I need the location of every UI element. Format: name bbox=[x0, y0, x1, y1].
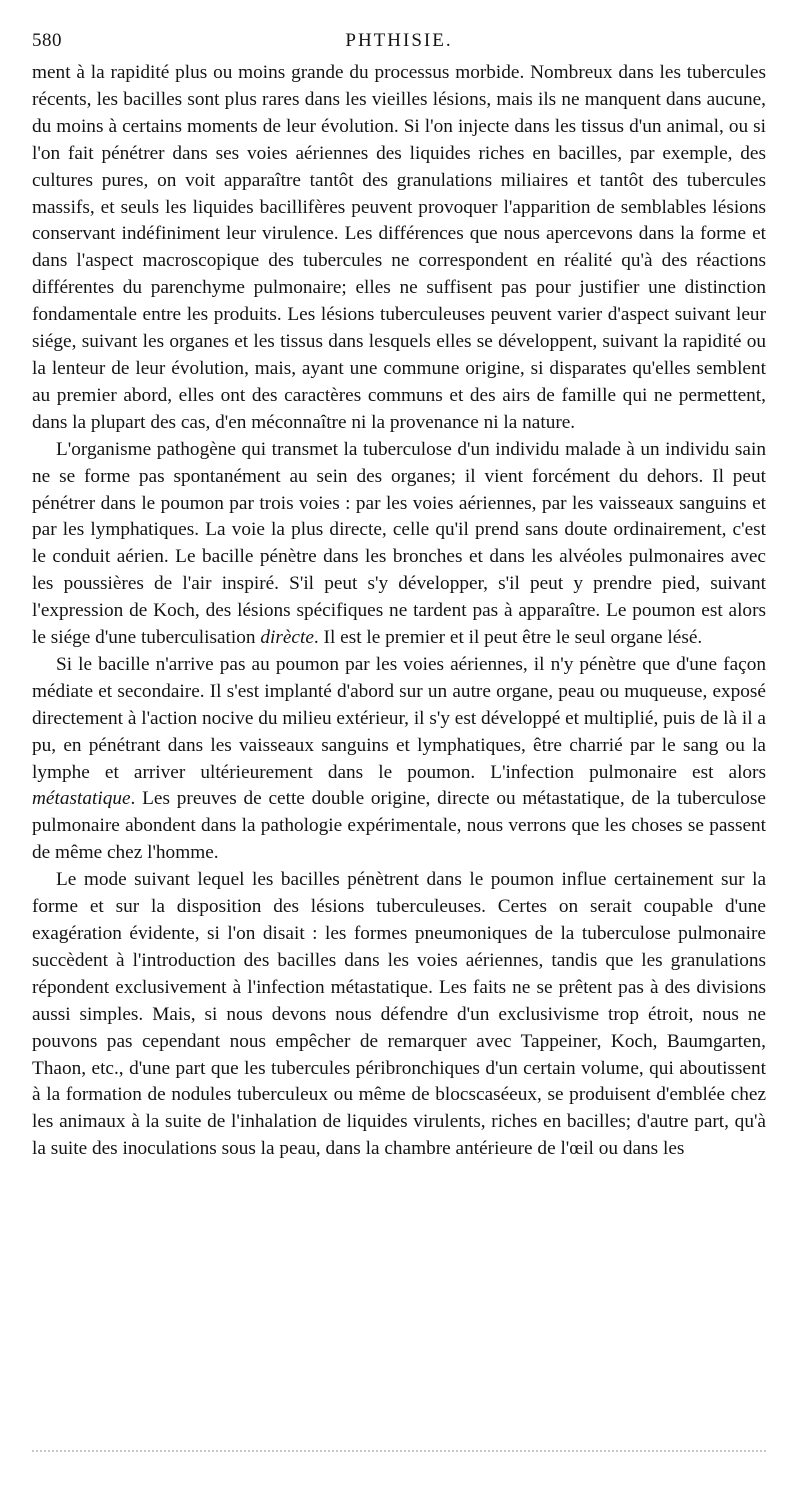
text-run: Le mode suivant lequel les bacilles pénètrent dans le poumon influe certainement sur la forme et sur la disposition des lésions tuberculeuses. Certes on serait coupable d'une exagération évidente, si l'on disait : les formes pneumoniques de la tuberculose pulmonaire succèdent à l'introduction des bacilles dans les voies aériennes, tandis que les granulations répondent exclusivement à l'infection métastatique. Les faits ne se prêtent pas à des divisions aussi simples. Mais, si nous devons nous défendre d'un exclusivisme trop étroit, nous ne pouvons pas cependant nous empêcher de remarquer avec Tappeiner, Koch, Baumgarten, Thaon, etc., d'une part que les tubercules péribronchiques d'un certain volume, qui aboutissent à la formation de nodules tuberculeux ou même de blocscaséeux, se produisent d'emblée chez les animaux à la suite de l'inhalation de liquides virulents, riches en bacilles; d'autre part, qu'à la suite des inoculations sous la peau, dans la chambre antérieure de l'œil ou dans les bbox=[32, 869, 766, 1160]
italic-term: métastatique bbox=[32, 788, 131, 810]
text-run: Si le bacille n'arrive pas au poumon par les voies aériennes, il n'y pénètre que d'une façon médiate et secondaire. Il s'est implanté d'abord sur un autre organe, peau ou muqueuse, exposé directement à l'action nocive du milieu extérieur, il s'y est développé et multiplié, puis de là il a pu, en pénétrant dans les vaisseaux sanguins et lymphatiques, être charrié par le sang ou la lymphe et arriver ultérieurement dans le poumon. L'infection pulmonaire est alors bbox=[32, 653, 766, 783]
running-head bbox=[32, 30, 766, 56]
italic-term: dirècte bbox=[260, 627, 314, 649]
paragraph-mode-penetration bbox=[32, 867, 766, 1163]
paragraph-voies-penetration bbox=[32, 437, 766, 652]
text-run: . Il est le premier et il peut être le seul organe lésé. bbox=[313, 627, 703, 649]
text-run: L'organisme pathogène qui transmet la tuberculose d'un individu malade à un individu sain ne se forme pas spontanément au sein des organes; il vient forcément du dehors. Il peut pénétrer dans le poumon par trois voies : par les voies aériennes, par les vaisseaux sanguins et par les lymphatiques. La voie la plus directe, celle qu'il prend sans doute ordinairement, c'est le conduit aérien. Le bacille pénètre dans les bronches et dans les alvéoles pulmonaires avec les poussières de l'air inspiré. S'il peut s'y développer, s'il peut y prendre pied, suivant l'expression de Koch, des lésions spécifiques ne tardent pas à apparaître. Le poumon est alors le siége d'une tuberculisation bbox=[32, 438, 766, 649]
running-title: PHTHISIE. bbox=[345, 30, 453, 51]
page-number: 580 bbox=[32, 30, 62, 51]
text-run: ment à la rapidité plus ou moins grande du processus morbide. Nombreux dans les tubercules récents, les bacilles sont plus rares dans les vieilles lésions, mais ils ne manquent dans aucune, du moins à certains moments de leur évolution. Si l'on injecte dans les tissus d'un animal, ou si l'on fait pénétrer dans ses voies aériennes des liquides riches en bacilles, par exemple, des cultures pures, on voit apparaître tantôt des granulations miliaires et tantôt des tubercules massifs, et seuls les liquides bacillifères peuvent provoquer l'apparition de semblables lésions conservant indéfiniment leur virulence. Les différences que nous apercevons dans la forme et dans l'aspect macroscopique des tubercules ne correspondent en réalité qu'à des réactions différentes du parenchyme pulmonaire; elles ne suffisent pas pour justifier une distinction fondamentale entre les produits. Les lésions tuberculeuses peuvent varier d'aspect suivant leur siége, suivant les organes et les tissus dans lesquels elles se développent, suivant la rapidité ou la lenteur de leur évolution, mais, ayant une commune origine, si disparates qu'elles semblent au premier abord, elles ont des caractères communs et des airs de famille qui ne permettent, dans la plupart des cas, d'en méconnaître ni la provenance ni la nature. bbox=[32, 62, 766, 433]
body-text bbox=[32, 60, 766, 1163]
book-page bbox=[32, 30, 766, 1163]
scan-artifact-line bbox=[32, 1450, 766, 1458]
paragraph-bacilles-lesions bbox=[32, 60, 766, 437]
paragraph-infection-metastatique bbox=[32, 652, 766, 867]
text-run: . Les preuves de cette double origine, directe ou métastatique, de la tuberculose pulmonaire abondent dans la pathologie expérimentale, nous verrons que les choses se passent de même chez l'homme. bbox=[32, 788, 766, 864]
